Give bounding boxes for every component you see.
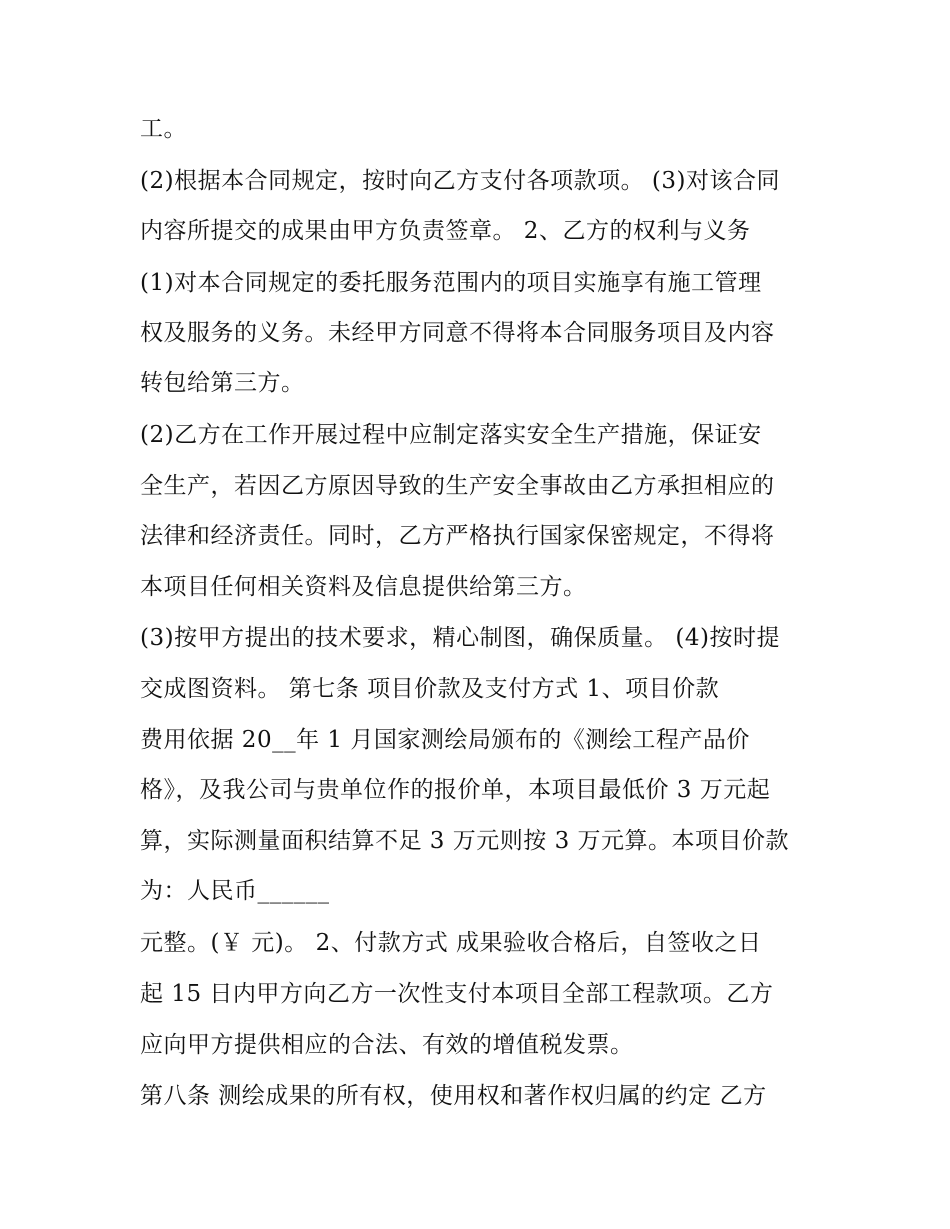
text-line: 起 15 日内甲方向乙方一次性支付本项目全部工程款项。乙方 (140, 981, 774, 1007)
text-line: 算，实际测量面积结算不足 3 万元则按 3 万元算。本项目价款 (140, 828, 790, 854)
text-line: 元整。(￥ 元)。 2、付款方式 成果验收合格后，自签收之日 (140, 930, 762, 956)
text-line: (3)按甲方提出的技术要求，精心制图，确保质量。 (4)按时提 (140, 625, 780, 651)
text-line: 费用依据 20__年 1 月国家测绘局颁布的《测绘工程产品价 (140, 727, 750, 753)
text-line: 法律和经济责任。同时，乙方严格执行国家保密规定，不得将 (140, 523, 775, 549)
text-line: 转包给第三方。 (140, 370, 305, 396)
text-line: 第八条 测绘成果的所有权，使用权和著作权归属的约定 乙方 (140, 1083, 767, 1109)
text-line: 内容所提交的成果由甲方负责签章。 2、乙方的权利与义务 (140, 218, 751, 244)
text-line: 交成图资料。 第七条 项目价款及支付方式 1、项目价款 (140, 676, 720, 702)
text-line: 为：人民币______ (140, 878, 330, 904)
text-line: (2)乙方在工作开展过程中应制定落实安全生产措施，保证安 (140, 422, 762, 448)
text-line: 权及服务的义务。未经甲方同意不得将本合同服务项目及内容 (140, 320, 775, 346)
text-line: 应向甲方提供相应的合法、有效的增值税发票。 (140, 1032, 634, 1058)
text-line: 全生产，若因乙方原因导致的生产安全事故由乙方承担相应的 (140, 473, 775, 499)
text-line: (1)对本合同规定的委托服务范围内的项目实施享有施工管理 (140, 270, 762, 296)
text-line: (2)根据本合同规定，按时向乙方支付各项款项。 (3)对该合同 (140, 168, 780, 194)
text-line: 格》，及我公司与贵单位作的报价单，本项目最低价 3 万元起 (140, 777, 771, 803)
text-line: 本项目任何相关资料及信息提供给第三方。 (140, 574, 587, 600)
text-line: 工。 (140, 116, 187, 142)
